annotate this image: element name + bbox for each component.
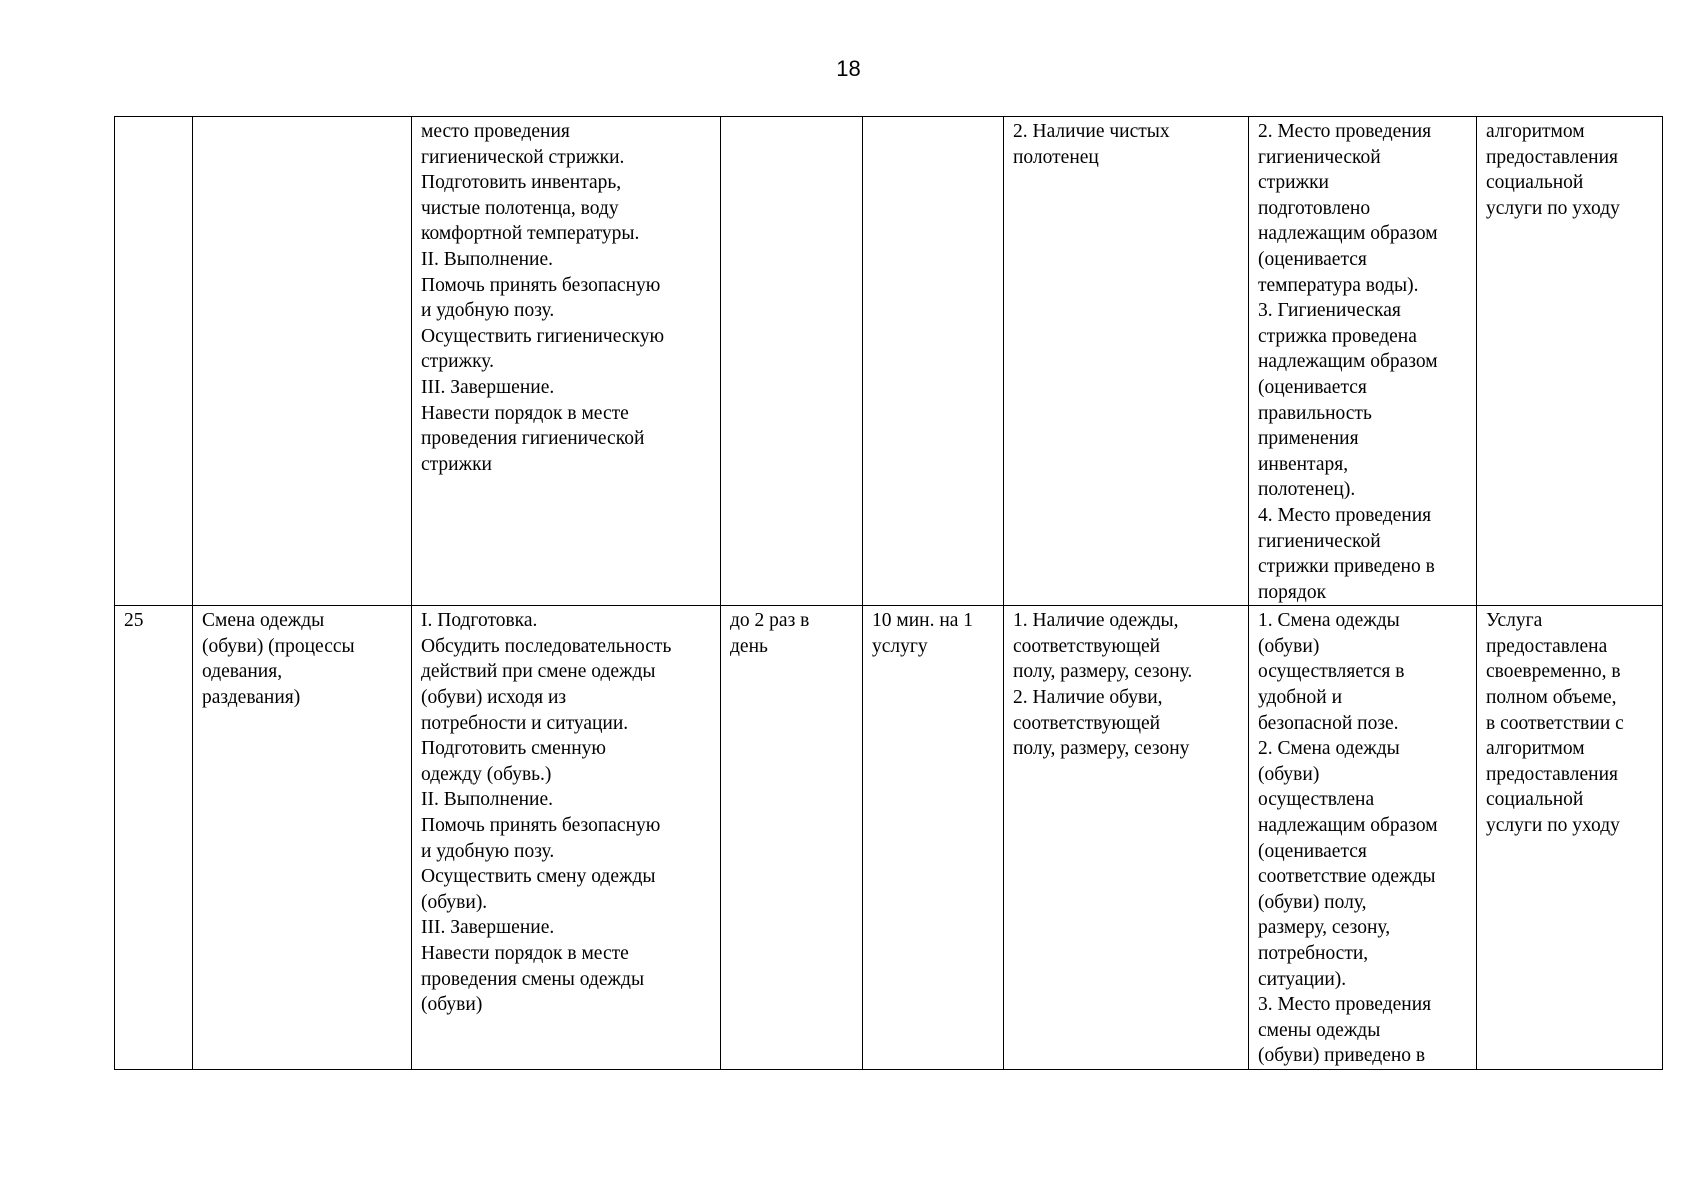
cell-line: III. Завершение. <box>421 917 555 939</box>
cell-line: место проведения <box>421 121 570 142</box>
cell-line: Осуществить гигиеническую <box>421 325 665 347</box>
cell-line: применения <box>1258 428 1359 450</box>
cell-line: Осуществить смену одежды <box>421 866 656 888</box>
cell-text <box>730 608 853 659</box>
cell-line: 2. Наличие чистых <box>1013 121 1170 142</box>
cell-line: надлежащим образом <box>1258 815 1438 837</box>
cell-line: (обуви) <box>421 994 483 1016</box>
cell-text <box>421 119 711 477</box>
cell-line: 3. Место проведения <box>1258 994 1432 1016</box>
cell-line: ситуации). <box>1258 968 1347 990</box>
cell-duration <box>863 606 1004 1070</box>
cell-line: (обуви) приведено в <box>1258 1045 1426 1067</box>
table-body <box>115 117 1663 1070</box>
cell-line: (обуви) (процессы <box>202 635 355 657</box>
cell-frequency <box>721 117 863 606</box>
cell-line: (оценивается <box>1258 840 1367 862</box>
cell-line: осуществляется в <box>1258 661 1405 683</box>
cell-line: полотенец). <box>1258 479 1356 501</box>
cell-line: 1. Смена одежды <box>1258 610 1400 632</box>
cell-line: инвентаря, <box>1258 453 1349 475</box>
cell-line: услугу <box>872 635 928 657</box>
cell-line: гигиенической <box>1258 530 1381 552</box>
cell-line: потребности, <box>1258 943 1369 964</box>
cell-line: соответствующей <box>1013 712 1161 734</box>
cell-line: 2. Наличие обуви, <box>1013 687 1163 709</box>
cell-number: 25 <box>115 606 193 1070</box>
cell-line: размеру, сезону, <box>1258 917 1391 939</box>
cell-line: полу, размеру, сезону <box>1013 738 1190 760</box>
cell-line: гигиенической <box>1258 146 1381 168</box>
cell-line: (обуви) <box>1258 763 1320 785</box>
cell-line: соответствующей <box>1013 635 1161 657</box>
cell-text <box>872 608 994 659</box>
cell-line: 2. Место проведения <box>1258 121 1432 142</box>
cell-line: полном объеме, <box>1486 687 1617 709</box>
cell-text <box>1486 608 1653 838</box>
cell-text <box>1258 119 1467 605</box>
cell-line: надлежащим образом <box>1258 223 1438 245</box>
cell-line: 1. Наличие одежды, <box>1013 610 1179 632</box>
table-row <box>115 117 1663 606</box>
cell-line: Навести порядок в месте <box>421 943 629 964</box>
cell-line: предоставления <box>1486 763 1618 785</box>
cell-line: Подготовить сменную <box>421 738 606 760</box>
cell-text <box>1258 608 1467 1069</box>
cell-line: потребности и ситуации. <box>421 712 629 734</box>
cell-number <box>115 117 193 606</box>
cell-line: Услуга <box>1486 610 1543 632</box>
cell-text <box>421 608 711 1018</box>
cell-line: Помочь принять безопасную <box>421 274 661 296</box>
cell-line: и удобную позу. <box>421 840 555 862</box>
cell-text <box>1486 119 1653 221</box>
cell-line: полу, размеру, сезону. <box>1013 661 1193 683</box>
cell-line: Помочь принять безопасную <box>421 815 661 837</box>
cell-line: 10 мин. на 1 <box>872 610 974 632</box>
cell-line: стрижка проведена <box>1258 325 1417 347</box>
cell-line: II. Выполнение. <box>421 248 553 270</box>
cell-line: одежду (обувь.) <box>421 763 552 785</box>
cell-line: порядок <box>1258 581 1327 603</box>
cell-line: полотенец <box>1013 146 1099 168</box>
cell-line: (обуви) <box>1258 635 1320 657</box>
cell-line: стрижку. <box>421 351 494 373</box>
cell-text <box>202 608 402 710</box>
cell-actions <box>412 606 721 1070</box>
cell-actions <box>412 117 721 606</box>
cell-service-name <box>193 606 412 1070</box>
cell-line: I. Подготовка. <box>421 610 538 632</box>
cell-line: социальной <box>1486 789 1584 811</box>
cell-criteria <box>1249 117 1477 606</box>
cell-line: Подготовить инвентарь, <box>421 172 622 194</box>
cell-line: осуществлена <box>1258 789 1375 811</box>
cell-line: алгоритмом <box>1486 738 1585 760</box>
cell-line: (оценивается <box>1258 248 1367 270</box>
cell-requirements <box>1004 117 1249 606</box>
cell-text <box>1013 608 1239 762</box>
cell-line: подготовлено <box>1258 197 1371 219</box>
cell-line: действий при смене одежды <box>421 661 656 683</box>
cell-result <box>1477 117 1663 606</box>
cell-line: Смена одежды <box>202 610 325 632</box>
cell-line: социальной <box>1486 172 1584 194</box>
cell-line: услуги по уходу <box>1486 815 1620 837</box>
cell-line: Обсудить последовательность <box>421 635 672 657</box>
cell-line: II. Выполнение. <box>421 789 553 811</box>
services-table <box>114 116 1663 1070</box>
cell-line: предоставления <box>1486 146 1618 168</box>
cell-line: удобной и <box>1258 687 1343 709</box>
cell-result <box>1477 606 1663 1070</box>
cell-line: комфортной температуры. <box>421 223 640 245</box>
cell-line: стрижки <box>421 453 492 475</box>
cell-line: безопасной позе. <box>1258 712 1399 734</box>
cell-line: (обуви). <box>421 891 488 913</box>
cell-line: проведения смены одежды <box>421 968 645 990</box>
cell-line: алгоритмом <box>1486 121 1585 142</box>
cell-line: правильность <box>1258 402 1372 424</box>
cell-line: раздевания) <box>202 687 301 709</box>
cell-line: одевания, <box>202 661 283 683</box>
table-row <box>115 606 1663 1070</box>
cell-duration <box>863 117 1004 606</box>
cell-line: 4. Место проведения <box>1258 504 1432 526</box>
cell-line: температура воды). <box>1258 274 1419 296</box>
cell-frequency <box>721 606 863 1070</box>
cell-text <box>1013 119 1239 170</box>
cell-line: чистые полотенца, воду <box>421 197 619 219</box>
cell-service-name <box>193 117 412 606</box>
cell-line: гигиенической стрижки. <box>421 146 625 168</box>
cell-line: в соответствии с <box>1486 712 1624 734</box>
cell-line: до 2 раз в <box>730 610 810 632</box>
cell-line: (обуви) исходя из <box>421 687 567 709</box>
cell-line: 2. Смена одежды <box>1258 738 1400 760</box>
cell-line: III. Завершение. <box>421 376 555 398</box>
cell-line: (обуви) полу, <box>1258 891 1367 913</box>
cell-line: день <box>730 635 768 657</box>
cell-line: (оценивается <box>1258 376 1367 398</box>
cell-line: стрижки <box>1258 172 1329 194</box>
cell-line: надлежащим образом <box>1258 351 1438 373</box>
cell-criteria <box>1249 606 1477 1070</box>
cell-line: стрижки приведено в <box>1258 556 1435 578</box>
cell-line: предоставлена <box>1486 635 1608 657</box>
cell-line: услуги по уходу <box>1486 197 1620 219</box>
cell-requirements <box>1004 606 1249 1070</box>
cell-line: проведения гигиенической <box>421 428 645 450</box>
cell-line: соответствие одежды <box>1258 866 1436 888</box>
cell-line: 3. Гигиеническая <box>1258 300 1401 322</box>
cell-line: и удобную позу. <box>421 300 555 322</box>
cell-line: Навести порядок в месте <box>421 402 629 424</box>
page-number: 18 <box>836 56 861 81</box>
cell-line: своевременно, в <box>1486 661 1621 683</box>
cell-line: смены одежды <box>1258 1019 1381 1041</box>
